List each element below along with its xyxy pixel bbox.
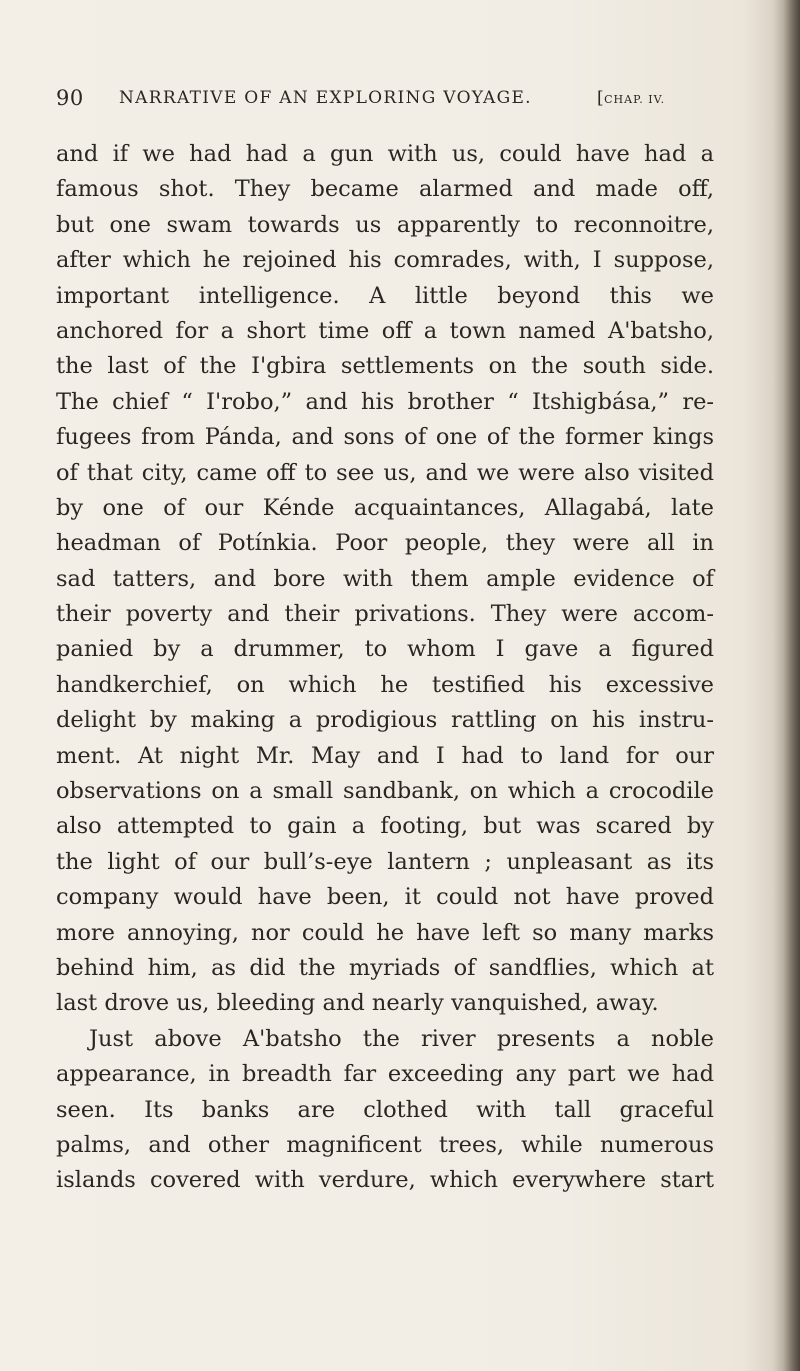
text-line: company would have been, it could not have proved — [56, 884, 714, 911]
text-line: the last of the I'gbira settlements on the south side. — [56, 353, 714, 380]
running-head — [56, 86, 716, 116]
chapter-label: CHAP. IV. — [604, 93, 666, 106]
text-line: sad tatters, and bore with them ample evidence of — [56, 565, 714, 592]
text-line: The chief “ I'robo,” and his brother “ Itshigbása,” re- — [56, 388, 714, 415]
text-line: their poverty and their privations. They were accom- — [56, 601, 714, 628]
body-text — [56, 137, 714, 1199]
text-line: the light of our bull’s-eye lantern ; unpleasant as its — [56, 848, 714, 875]
text-line: and if we had had a gun with us, could have had a — [56, 141, 714, 167]
text-line: also attempted to gain a footing, but was scared by — [56, 813, 714, 840]
text-line: by one of our Kénde acquaintances, Allagabá, late — [56, 494, 714, 521]
text-line: ment. At night Mr. May and I had to land for our — [56, 742, 714, 769]
text-line: headman of Potínkia. Poor people, they were all in — [56, 530, 714, 557]
text-line: last drove us, bleeding and nearly vanquished, away. — [56, 990, 659, 1017]
text-line: panied by a drummer, to whom I gave a figured — [56, 636, 714, 663]
text-line: delight by making a prodigious rattling on his instru- — [56, 707, 714, 734]
text-line: important intelligence. A little beyond this we — [56, 282, 714, 309]
text-line: Just above A'batsho the river presents a noble — [89, 1025, 714, 1052]
text-line: palms, and other magnificent trees, while numerous — [56, 1131, 714, 1158]
text-line: observations on a small sandbank, on which a crocodile — [56, 778, 714, 805]
page-number: 90 — [56, 86, 84, 110]
text-line: handkerchief, on which he testified his excessive — [56, 671, 714, 698]
text-line: appearance, in breadth far exceeding any part we had — [56, 1061, 714, 1088]
text-line: after which he rejoined his comrades, with, I suppose, — [56, 247, 714, 274]
text-line: of that city, came off to see us, and we were also visited — [56, 459, 714, 486]
text-line: seen. Its banks are clothed with tall graceful — [56, 1096, 714, 1123]
text-line: but one swam towards us apparently to reconnoitre, — [56, 211, 714, 238]
chapter-bracket: [ — [597, 88, 605, 108]
text-line: more annoying, nor could he have left so many marks — [56, 919, 714, 946]
text-line: islands covered with verdure, which everywhere start — [56, 1167, 714, 1194]
chapter-reference — [597, 88, 665, 108]
text-line: famous shot. They became alarmed and made off, — [56, 176, 714, 203]
text-line: fugees from Pánda, and sons of one of the former kings — [56, 424, 714, 451]
text-line: anchored for a short time off a town named A'batsho, — [56, 317, 714, 344]
page-edge-shadow — [772, 0, 800, 1371]
running-title: NARRATIVE OF AN EXPLORING VOYAGE. — [119, 88, 532, 108]
text-line: behind him, as did the myriads of sandflies, which at — [56, 954, 714, 981]
